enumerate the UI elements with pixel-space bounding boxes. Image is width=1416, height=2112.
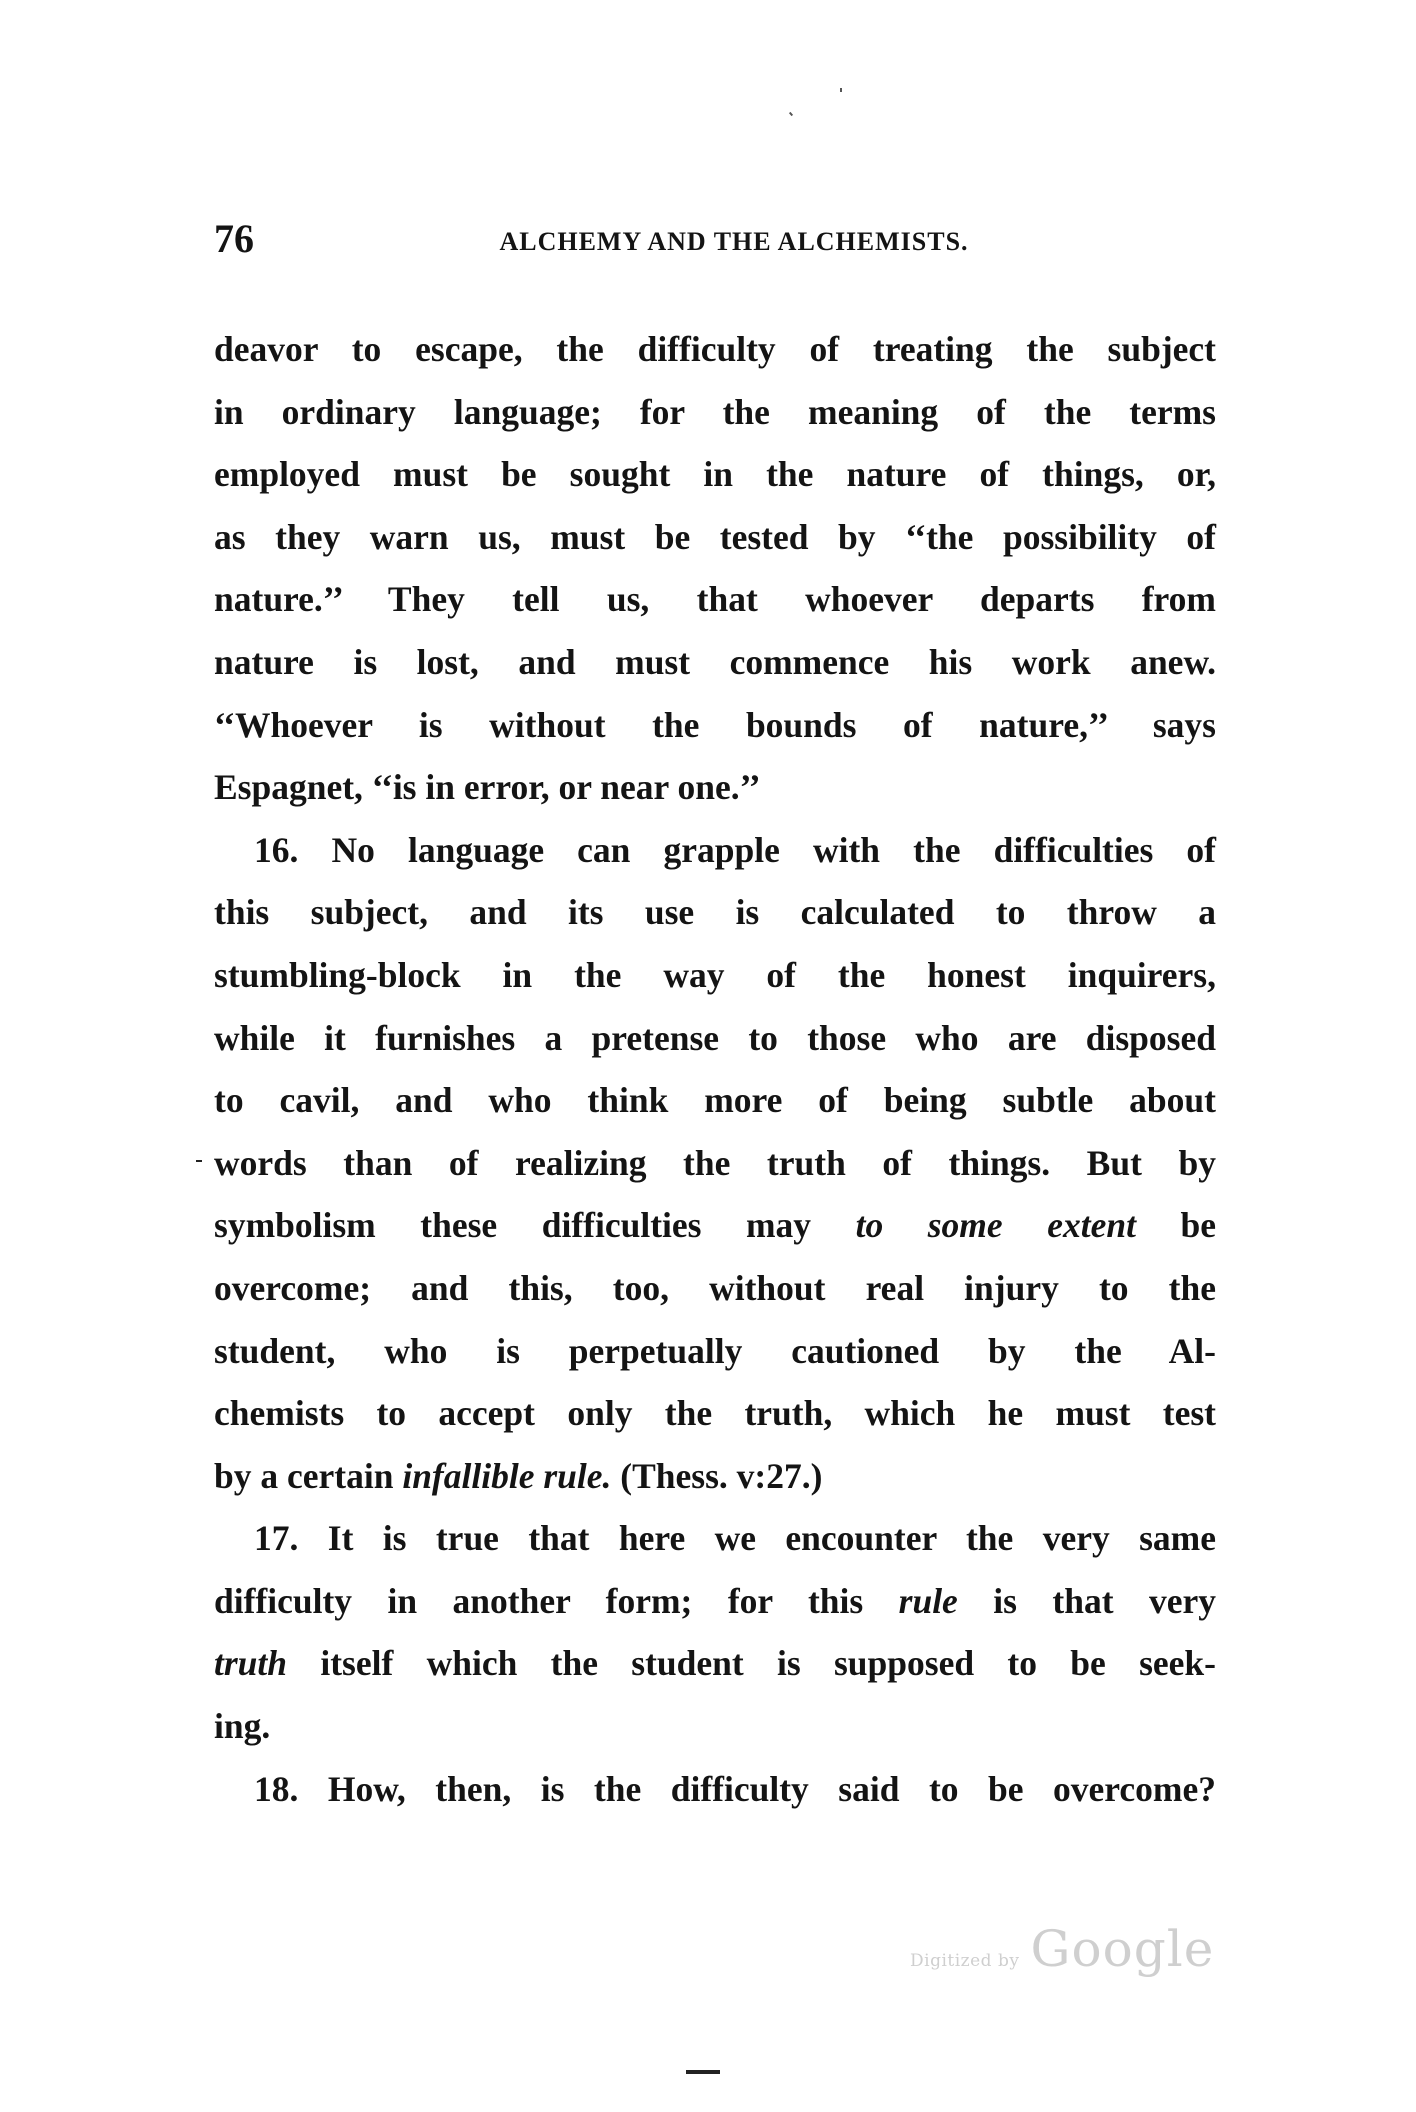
text-line: ing. xyxy=(214,1706,271,1747)
text-line: as they warn us, must be tested by ‘‘the possibility of xyxy=(214,516,1216,557)
text-line: chemists to accept only the truth, which he must test xyxy=(214,1393,1216,1434)
text-line xyxy=(214,1194,1216,1257)
text-line: ‘‘Whoever is without the bounds of nature,’’ says xyxy=(214,704,1216,745)
italic-phrase: to some extent xyxy=(855,1205,1136,1246)
text-line: nature is lost, and must commence his work anew. xyxy=(214,641,1216,682)
text-run: is that very xyxy=(957,1580,1216,1621)
text-line: overcome; and this, too, without real injury to the xyxy=(214,1267,1216,1308)
italic-word: truth xyxy=(214,1643,288,1684)
paragraph-18-line: 18. How, then, is the difficulty said to be overcome? xyxy=(254,1768,1216,1809)
text-line: while it furnishes a pretense to those who are disposed xyxy=(214,1017,1216,1058)
scan-speck xyxy=(840,88,842,92)
text-line: in ordinary language; for the meaning of the terms xyxy=(214,391,1216,432)
paragraph-17-line: 17. It is true that here we encounter the very same xyxy=(254,1518,1216,1559)
footer-mark xyxy=(686,2070,720,2074)
italic-phrase: infallible rule. xyxy=(402,1455,612,1496)
text-line xyxy=(214,1445,1216,1508)
page-header xyxy=(214,215,1216,265)
text-line: words than of realizing the truth of things. But by xyxy=(214,1142,1216,1183)
page-number: 76 xyxy=(214,216,254,261)
running-head: ALCHEMY AND THE ALCHEMISTS. xyxy=(499,227,969,256)
body-text xyxy=(214,318,1216,1820)
google-logo: Google xyxy=(1030,1920,1215,1978)
text-line: this subject, and its use is calculated to throw a xyxy=(214,892,1216,933)
text-run: (Thess. v:27.) xyxy=(611,1455,823,1496)
paragraph-16-line: 16. No language can grapple with the difficulties of xyxy=(254,829,1216,870)
margin-mark xyxy=(196,1160,202,1162)
text-line xyxy=(214,1570,1216,1633)
italic-word: rule xyxy=(898,1580,958,1621)
text-line: Espagnet, ‘‘is in error, or near one.’’ xyxy=(214,767,761,808)
text-run: symbolism these difficulties may xyxy=(214,1205,856,1246)
text-line: stumbling-block in the way of the honest inquirers, xyxy=(214,954,1216,995)
text-line: student, who is perpetually cautioned by the Al- xyxy=(214,1330,1216,1371)
text-run: difficulty in another form; for this xyxy=(214,1580,899,1621)
watermark-digitized-text: Digitized by xyxy=(910,1951,1020,1971)
text-line: nature.’’ They tell us, that whoever departs from xyxy=(214,579,1216,620)
google-watermark xyxy=(910,1920,1214,1978)
scan-speck xyxy=(789,112,793,116)
text-line: to cavil, and who think more of being subtle about xyxy=(214,1080,1216,1121)
text-line: deavor to escape, the difficulty of treating the subject xyxy=(214,329,1216,369)
text-run: itself which the student is supposed to be seek- xyxy=(287,1643,1216,1684)
text-run: by a certain xyxy=(214,1455,403,1496)
text-line xyxy=(214,1632,1216,1695)
text-run: be xyxy=(1135,1205,1216,1246)
text-line: employed must be sought in the nature of things, or, xyxy=(214,454,1216,495)
